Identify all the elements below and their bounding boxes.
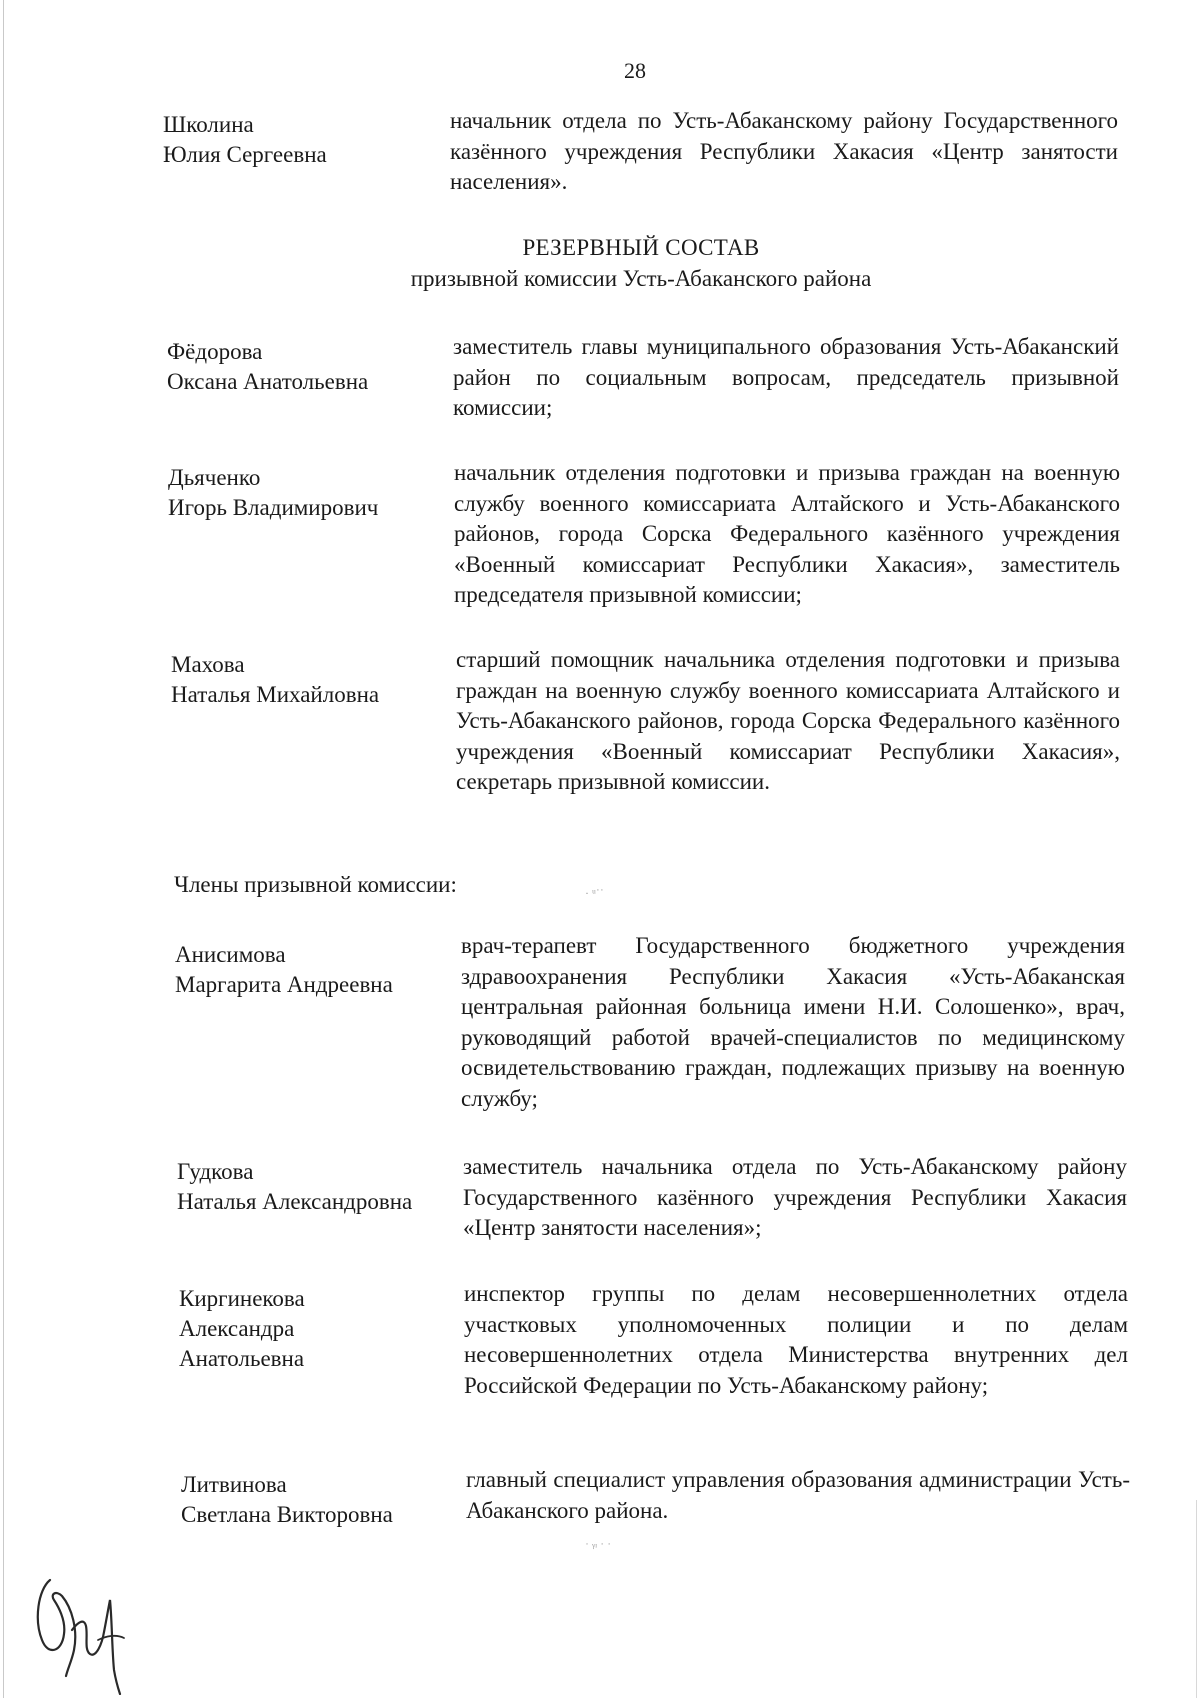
top-entry-surname: Школина (163, 112, 254, 137)
member-2-given-names: Наталья Александровна (177, 1189, 413, 1214)
leader-2-given-names: Игорь Владимирович (168, 495, 379, 520)
page-number: 28 (624, 58, 646, 83)
leader-1-given-names: Оксана Анатольевна (167, 369, 369, 394)
scan-speck: · ᵘ˙˙ (585, 886, 604, 900)
leader-2-description: начальник отделения подготовки и призыва граждан на военную службу военного комиссариата Алтайского и Усть-Абаканского районов, города Сорска Федерального казённого учреждения «Военный комиссариат Республики Хакасия», заместитель председателя призывной комиссии; (454, 460, 1120, 607)
member-2-description: заместитель начальника отдела по Усть-Абаканскому району Государственного казённого учреждения Республики Хакасия «Центр занятости населения»; (463, 1154, 1127, 1240)
member-2-surname: Гудкова (177, 1159, 254, 1184)
leader-2-surname: Дьяченко (168, 465, 261, 490)
member-3-patronymic: Анатольевна (179, 1346, 305, 1371)
member-4-surname: Литвинова (181, 1472, 287, 1497)
member-3-surname: Киргинекова (179, 1286, 305, 1311)
member-1-surname: Анисимова (175, 942, 286, 967)
member-1-description: врач-терапевт Государственного бюджетного учреждения здравоохранения Республики Хакасия «Усть-Абаканская центральная районная больница имени Н.И. Солошенко», врач, руководящий работой врачей-специалистов по медицинскому освидетельствованию граждан, подлежащих призыву на военную службу; (461, 933, 1125, 1111)
member-1-given-names: Маргарита Андреевна (175, 972, 393, 997)
scan-edge-right (1196, 1500, 1197, 1698)
member-4-given-names: Светлана Викторовна (181, 1502, 393, 1527)
leader-3-description: старший помощник начальника отделения подготовки и призыва граждан на военную службу военного комиссариата Алтайского и Усть-Абаканского районов, города Сорска Федерального казённого учреждения «Военный комиссариат Республики Хакасия», секретарь призывной комиссии. (456, 647, 1120, 794)
scan-speck: ˙ ᵞᶦ ˙ ˙ (585, 1540, 612, 1554)
leader-3-surname: Махова (171, 652, 245, 677)
top-entry-given-names: Юлия Сергеевна (163, 142, 327, 167)
member-3-given-name: Александра (179, 1316, 295, 1341)
members-label: Члены призывной комиссии: (174, 872, 457, 897)
leader-1-description: заместитель главы муниципального образования Усть-Абаканский район по социальным вопросам, председатель призывной комиссии; (453, 334, 1119, 420)
reserve-heading-title: РЕЗЕРВНЫЙ СОСТАВ (522, 235, 760, 260)
top-entry-description: начальник отдела по Усть-Абаканскому району Государственного казённого учреждения Республики Хакасия «Центр занятости населения». (450, 108, 1118, 194)
leader-1-surname: Фёдорова (167, 339, 263, 364)
signature-icon (28, 1560, 138, 1695)
member-4-description: главный специалист управления образования администрации Усть-Абаканского района. (466, 1467, 1130, 1523)
reserve-heading-subtitle: призывной комиссии Усть-Абаканского района (410, 266, 872, 291)
leader-3-given-names: Наталья Михайловна (171, 682, 380, 707)
member-3-description: инспектор группы по делам несовершеннолетних отдела участковых уполномоченных полиции и по делам несовершеннолетних отдела Министерства внутренних дел Российской Федерации по Усть-Абаканскому району; (464, 1281, 1128, 1398)
